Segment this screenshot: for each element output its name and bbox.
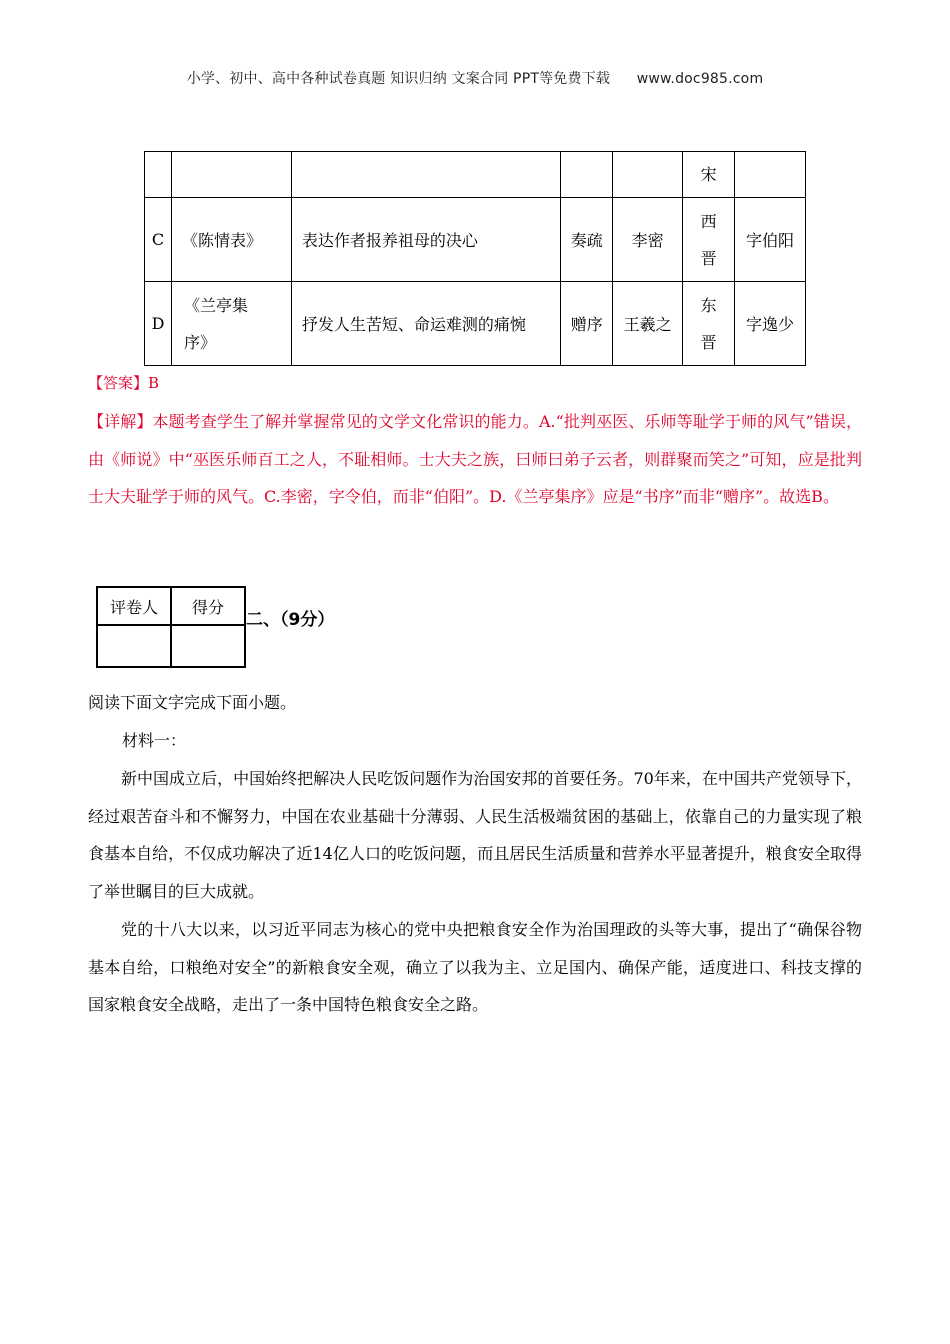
cell-content: 表达作者报养祖母的决心	[291, 198, 560, 282]
instruction: 阅读下面文字完成下面小题。	[88, 693, 297, 712]
dynasty-text: 宋	[700, 165, 717, 184]
grader-cell	[97, 625, 171, 667]
cell-dynasty	[683, 152, 735, 198]
dynasty-text: 西晋	[700, 211, 717, 268]
grader-header: 评卷人	[97, 587, 171, 625]
answer-line	[88, 372, 159, 393]
header-text: 小学、初中、高中各种试卷真题 知识归纳 文案合同 PPT等免费下载	[186, 71, 611, 87]
cell-dynasty	[683, 198, 735, 282]
score-table	[96, 586, 246, 668]
cell-zi	[735, 152, 806, 198]
cell-author	[613, 152, 683, 198]
detail-paragraph	[88, 403, 862, 516]
cell-author: 李密	[613, 198, 683, 282]
cell-content	[291, 152, 560, 198]
cell-option	[145, 152, 172, 198]
title-text: 《兰亭集序》	[183, 295, 248, 352]
cell-title: 《陈情表》	[171, 198, 291, 282]
page-header	[0, 68, 950, 88]
literature-table	[144, 151, 806, 366]
cell-option: C	[145, 198, 172, 282]
answer-value: B	[148, 374, 160, 392]
cell-option: D	[145, 282, 172, 366]
header-site: www.doc985.com	[636, 71, 764, 87]
cell-author: 王羲之	[613, 282, 683, 366]
material-paragraph: 新中国成立后，中国始终把解决人民吃饭问题作为治国安邦的首要任务。70年来，在中国共产党领导下，经过艰苦奋斗和不懈努力，中国在农业基础十分薄弱、人民生活极端贫困的基础上，依靠自己的力量实现了粮食基本自给，不仅成功解决了近14亿人口的吃饭问题，而且居民生活质量和营养水平显著提升，粮食安全取得了举世瞩目的巨大成就。	[88, 769, 862, 901]
table-row	[145, 152, 806, 198]
detail-label: 【详解】	[88, 412, 153, 431]
dynasty-text: 东晋	[700, 295, 717, 352]
cell-dynasty	[683, 282, 735, 366]
cell-zi: 字伯阳	[735, 198, 806, 282]
material-label: 材料一：	[122, 731, 187, 750]
answer-label: 【答案】	[88, 374, 149, 392]
cell-title	[171, 282, 291, 366]
cell-genre: 奏疏	[561, 198, 613, 282]
table-row	[145, 198, 806, 282]
section-title: 二、（9分）	[246, 610, 335, 630]
cell-zi: 字逸少	[735, 282, 806, 366]
cell-title	[171, 152, 291, 198]
material-paragraph: 党的十八大以来，以习近平同志为核心的党中央把粮食安全作为治国理政的头等大事，提出了“确保谷物基本自给，口粮绝对安全”的新粮食安全观，确立了以我为主、立足国内、确保产能，适度进口、科技支撑的国家粮食安全战略，走出了一条中国特色粮食安全之路。	[88, 920, 862, 1014]
cell-genre: 赠序	[561, 282, 613, 366]
detail-text: 本题考查学生了解并掌握常见的文学文化常识的能力。A.“批判巫医、乐师等耻学于师的风气”错误，由《师说》中“巫医乐师百工之人，不耻相师。士大夫之族，曰师曰弟子云者，则群聚而笑之”可知，应是批判士大夫耻学于师的风气。C.李密，字令伯，而非“伯阳”。D.《兰亭集序》应是“书序”而非“赠序”。故选B。	[88, 412, 862, 506]
score-header: 得分	[171, 587, 245, 625]
table-row	[145, 282, 806, 366]
cell-genre	[561, 152, 613, 198]
score-cell	[171, 625, 245, 667]
cell-content: 抒发人生苦短、命运难测的痛惋	[291, 282, 560, 366]
